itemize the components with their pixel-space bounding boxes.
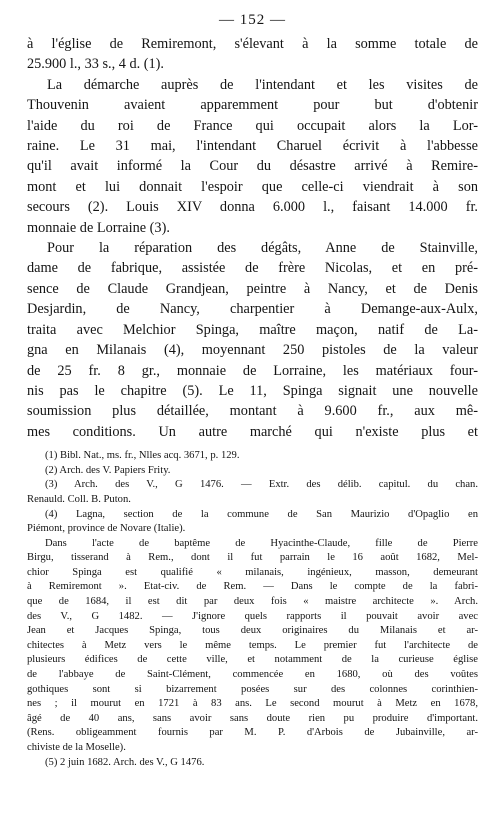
footnote-line: (2) Arch. des V. Papiers Frity. — [45, 464, 171, 476]
body-line: Desjardin, de Nancy, charpentier à Demange-aux-Aulx, — [27, 301, 478, 318]
body-line: dame de fabrique, assistée de frère Nicolas, et en pré- — [27, 260, 478, 277]
footnote-line: chiviste de la Moselle). — [27, 742, 126, 753]
footnote-line: que de 1684, il est dit par deux fois « maistre architecte ». Arch. — [27, 596, 478, 608]
footnote-line: Dans l'acte de baptême de Hyacinthe-Claude, fille de Pierre — [45, 537, 478, 549]
body-line: monnaie de Lorraine (3). — [27, 219, 170, 236]
footnote-line: Renauld. Coll. B. Puton. — [27, 493, 131, 505]
body-line: sence de Claude Grandjean, peintre à Nancy, et de Denis — [27, 280, 478, 297]
document-page — [27, 8, 478, 770]
body-line: La démarche auprès de l'intendant et les visites de — [47, 76, 478, 93]
body-text — [27, 34, 478, 442]
footnote-line: chior Spinga est qualifié « milanais, ingénieux, masson, demeurant — [27, 566, 478, 578]
footnote-line: plusieurs édifices de cette ville, et notamment de la curieuse église — [27, 654, 478, 666]
footnote-line: (Rens. obligeamment fournis par M. P. d'Arbois de Jubainville, ar- — [27, 727, 478, 739]
body-line: Pour la réparation des dégâts, Anne de Stainville, — [47, 240, 478, 257]
footnote-line: (1) Bibl. Nat., ms. fr., Nlles acq. 3671, p. 129. — [45, 450, 240, 462]
footnote-line: Jean et Jacques Spinga, tous deux originaires du Milanais et ar- — [27, 625, 478, 637]
body-line: l'aide du roi de France qui occupait alors la Lor- — [27, 117, 478, 134]
footnote-line: (5) 2 juin 1682. Arch. des V., G 1476. — [45, 756, 205, 768]
footnote-line: chitectes à Metz vers le même temps. Le premier fut l'architecte de — [27, 639, 478, 651]
body-line: nis pas le chapitre (5). Le 11, Spinga signait une nouvelle — [27, 382, 478, 399]
footnote-line: gothiques sont si bizarrement posées sur des colonnes corinthien- — [27, 683, 478, 695]
footnote-line: de l'abbaye de Saint-Clément, commencée en 1680, où des voûtes — [27, 669, 478, 681]
body-line: mes conditions. Un autre marché qui n'existe plus et — [27, 423, 478, 440]
body-line: 25.900 l., 33 s., 4 d. (1). — [27, 56, 165, 73]
footnote-line: Piémont, province de Novare (Italie). — [27, 523, 186, 535]
footnote-line: (4) Lagna, section de la commune de San Maurizio d'Opaglio en — [45, 508, 478, 520]
body-line: secours (2). Louis XIV donna 6.000 l., faisant 14.000 fr. — [27, 199, 478, 216]
footnote-line: Birgu, tisserand à Rem., dont il fut parrain le 16 août 1682, Mel- — [27, 552, 478, 564]
footnotes — [27, 449, 478, 770]
body-line: raine. Le 31 mai, l'intendant Charuel écrivit à l'abbesse — [27, 138, 478, 155]
footnote-line: (3) Arch. des V., G 1476. — Extr. des délib. capitul. du chan. — [45, 479, 478, 491]
body-line: Thouvenin avaient apparemment pour but d'obtenir — [27, 97, 478, 114]
footnote-line: des V., G 1482. — J'ignore quels rapports il pouvait avoir avec — [27, 610, 478, 622]
body-line: de 25 fr. 8 gr., monnaie de Lorraine, les matériaux four- — [27, 362, 478, 379]
footnote-line: à Remiremont ». Etat-civ. de Rem. — Dans le compte de la fabri- — [27, 581, 478, 593]
body-line: soumission plus détaillée, montant à 9.600 fr., aux mê- — [27, 403, 478, 420]
body-line: mont et lui donnait l'espoir que celle-ci viendrait à son — [27, 178, 478, 195]
page-number: — 152 — — [219, 12, 286, 28]
footnote-line: âgé de 40 ans, sans avoir sans doute rien pu produire d'important. — [27, 712, 478, 724]
body-line: gna en Milanais (4), moyennant 250 pistoles de la valeur — [27, 342, 478, 359]
footnote-line: nes ; il mourut en 1721 à 83 ans. Le second mourut à Metz en 1678, — [27, 698, 478, 710]
body-line: qu'il avait informé la Cour du désastre arrivé à Remire- — [27, 158, 478, 175]
body-line: à l'église de Remiremont, s'élevant à la somme totale de — [27, 36, 478, 52]
body-line: traita avec Melchior Spinga, maître maçon, natif de La- — [27, 321, 478, 338]
